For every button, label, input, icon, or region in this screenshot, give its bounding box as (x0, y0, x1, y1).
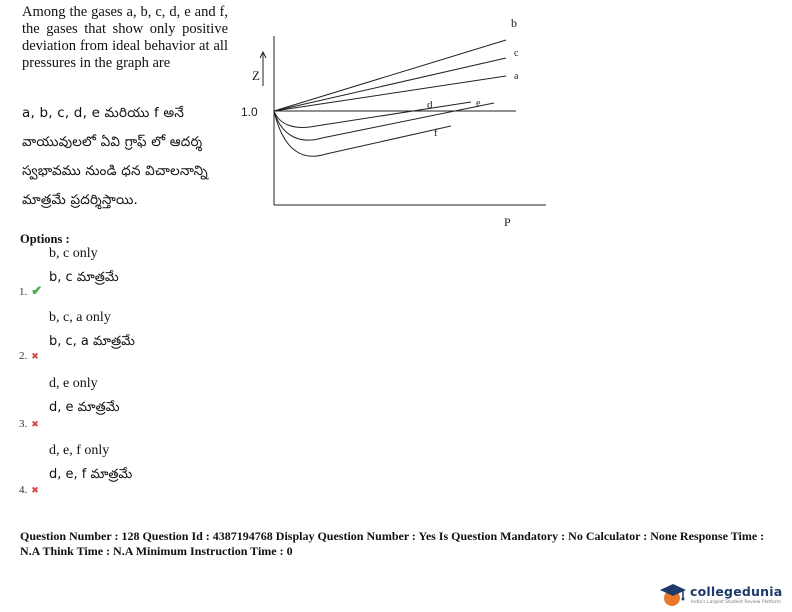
option-number: 4. (19, 484, 28, 496)
option-number: 1. (19, 286, 28, 298)
cross-icon: ✖ (31, 351, 39, 361)
telugu-line: a, b, c, d, e మరియు f అనే (22, 105, 185, 121)
curve-f (274, 111, 451, 156)
curve-d (274, 102, 471, 127)
option-3-telugu: d, e మాత్రమే (49, 400, 120, 415)
question-text-telugu (22, 99, 234, 215)
option-1-telugu: b, c మాత్రమే (49, 270, 119, 285)
telugu-line: మాత్రమే ప్రదర్శిస్తాయి. (22, 192, 139, 208)
cross-icon: ✖ (31, 485, 39, 495)
metadata-line: Question Number : 128 Question Id : 4387194768 Display Question Number : Yes Is Question Mandatory : No Calculator : None Response Time : (20, 529, 765, 543)
x-axis-label: P (504, 215, 511, 229)
label-e: e (476, 98, 481, 109)
brand-logo[interactable] (658, 582, 788, 608)
option-2-english: b, c, a only (49, 310, 111, 325)
option-3-english: d, e only (49, 376, 98, 391)
label-a: a (514, 71, 519, 82)
label-f: f (434, 127, 438, 139)
curve-e (274, 103, 494, 140)
curve-a (274, 76, 506, 111)
telugu-line: వాయువులలో ఏవి గ్రాఫ్ లో ఆదర్శ (22, 134, 203, 150)
reference-tick-label: 1.0 (241, 105, 258, 119)
option-2-marker[interactable] (19, 346, 39, 364)
option-1-marker[interactable] (19, 282, 42, 300)
graduation-cap-icon (658, 582, 688, 608)
cross-icon: ✖ (31, 419, 39, 429)
question-metadata (20, 529, 780, 559)
compressibility-graph (236, 8, 556, 240)
telugu-line: స్వభావము నుండి ధన విచాలనాన్ని (22, 163, 208, 179)
brand-tagline: India's Largest Student Review Platform (691, 600, 781, 605)
label-b: b (511, 16, 517, 30)
option-number: 3. (19, 418, 28, 430)
y-axis-label: Z (252, 68, 260, 83)
brand-name: collegedunia (690, 584, 783, 599)
question-text-english: Among the gases a, b, c, d, e and f, the gases that show only positive deviation from ideal behavior at all pressures in the graph are (22, 4, 228, 71)
option-4-telugu: d, e, f మాత్రమే (49, 467, 133, 482)
label-d: d (427, 99, 433, 111)
option-4-english: d, e, f only (49, 443, 110, 458)
option-4-marker[interactable] (19, 480, 39, 498)
option-number: 2. (19, 350, 28, 362)
option-2-telugu: b, c, a మాత్రమే (49, 334, 135, 349)
curve-b (274, 40, 506, 111)
curve-c (274, 58, 506, 111)
option-1-english: b, c only (49, 246, 98, 261)
option-3-marker[interactable] (19, 414, 39, 432)
label-c: c (514, 48, 519, 59)
metadata-line: N.A Think Time : N.A Minimum Instruction Time : 0 (20, 544, 293, 558)
check-icon: ✔ (31, 283, 43, 298)
options-label: Options : (20, 232, 70, 246)
